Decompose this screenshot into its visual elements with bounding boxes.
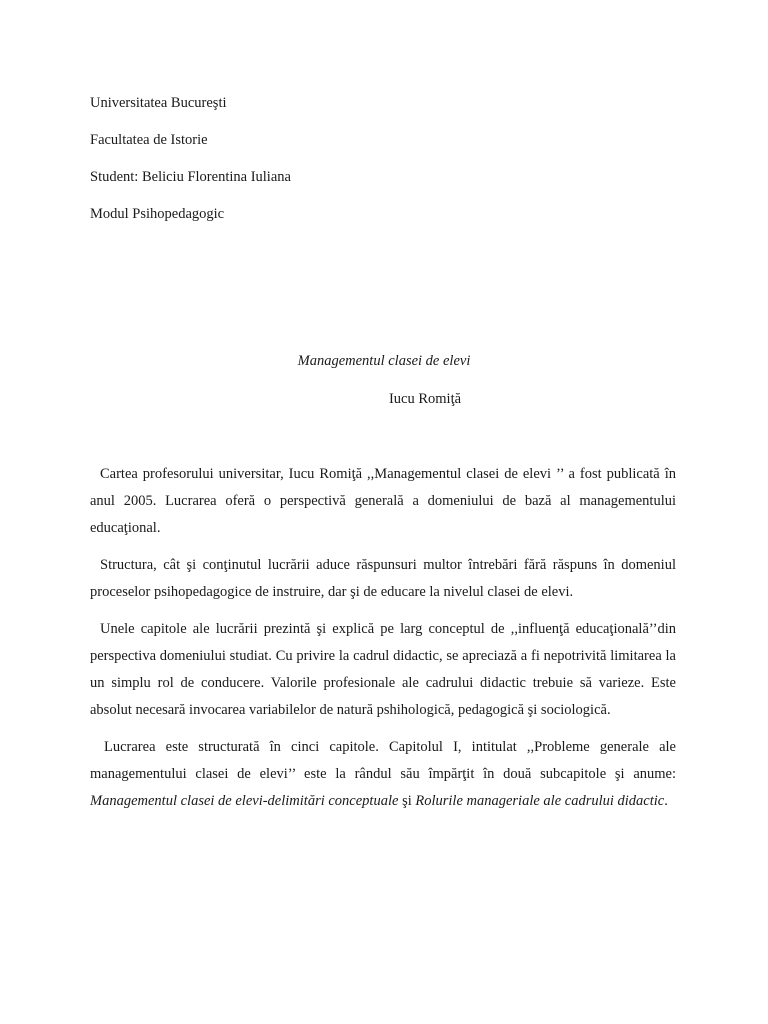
paragraph-1-text: Cartea profesorului universitar, Iucu Romiţă ,,Managementul clasei de elevi ’’ a fost publicată în anul 2005. Lucrarea oferă o perspectivă generală a domeniului de bază al managementului educaţional. — [90, 466, 676, 536]
subchapter-1-title: Managementul clasei de elevi-delimitări conceptuale — [90, 793, 399, 809]
paragraph-2 — [90, 552, 676, 606]
paragraph-3-text: Unele capitole ale lucrării prezintă şi explică pe larg conceptul de ,,influenţă educaţională’’din perspectiva domeniului studiat. Cu privire la cadrul didactic, se apreciază a fi nepotrivită limitarea la un simplu rol de conducere. Valorile profesionale ale cadrului didactic trebuie să varieze. Este absolut necesară invocarea variabilelor de natură pshihologică, pedagogică şi sociologică. — [90, 621, 676, 718]
student-name: Student: Beliciu Florentina Iuliana — [90, 169, 291, 185]
paragraph-2-text: Structura, cât şi conţinutul lucrării aduce răspunsuri multor întrebări fără răspuns în domeniul proceselor psihopedagogice de instruire, dar şi de educare la nivelul clasei de elevi. — [90, 557, 676, 600]
document-body — [90, 461, 676, 825]
document-title: Managementul clasei de elevi — [297, 353, 471, 369]
paragraph-1 — [90, 461, 676, 542]
paragraph-3 — [90, 616, 676, 724]
paragraph-4 — [90, 734, 676, 815]
document-author: Iucu Romiţă — [388, 391, 462, 407]
module-name: Modul Psihopedagogic — [90, 206, 225, 222]
university-name: Universitatea Bucureşti — [90, 95, 227, 111]
subchapter-2-title: Rolurile manageriale ale cadrului didactic — [415, 793, 665, 809]
paragraph-4-end: . — [664, 793, 668, 809]
paragraph-4-join: şi — [398, 793, 416, 809]
faculty-name: Facultatea de Istorie — [90, 132, 208, 148]
paragraph-4-lead: Lucrarea este structurată în cinci capitole. Capitolul I, intitulat ,,Probleme generale ale managementului clasei de elevi’’ este la rândul său împărţit în două subcapitole şi anume: — [90, 739, 676, 782]
